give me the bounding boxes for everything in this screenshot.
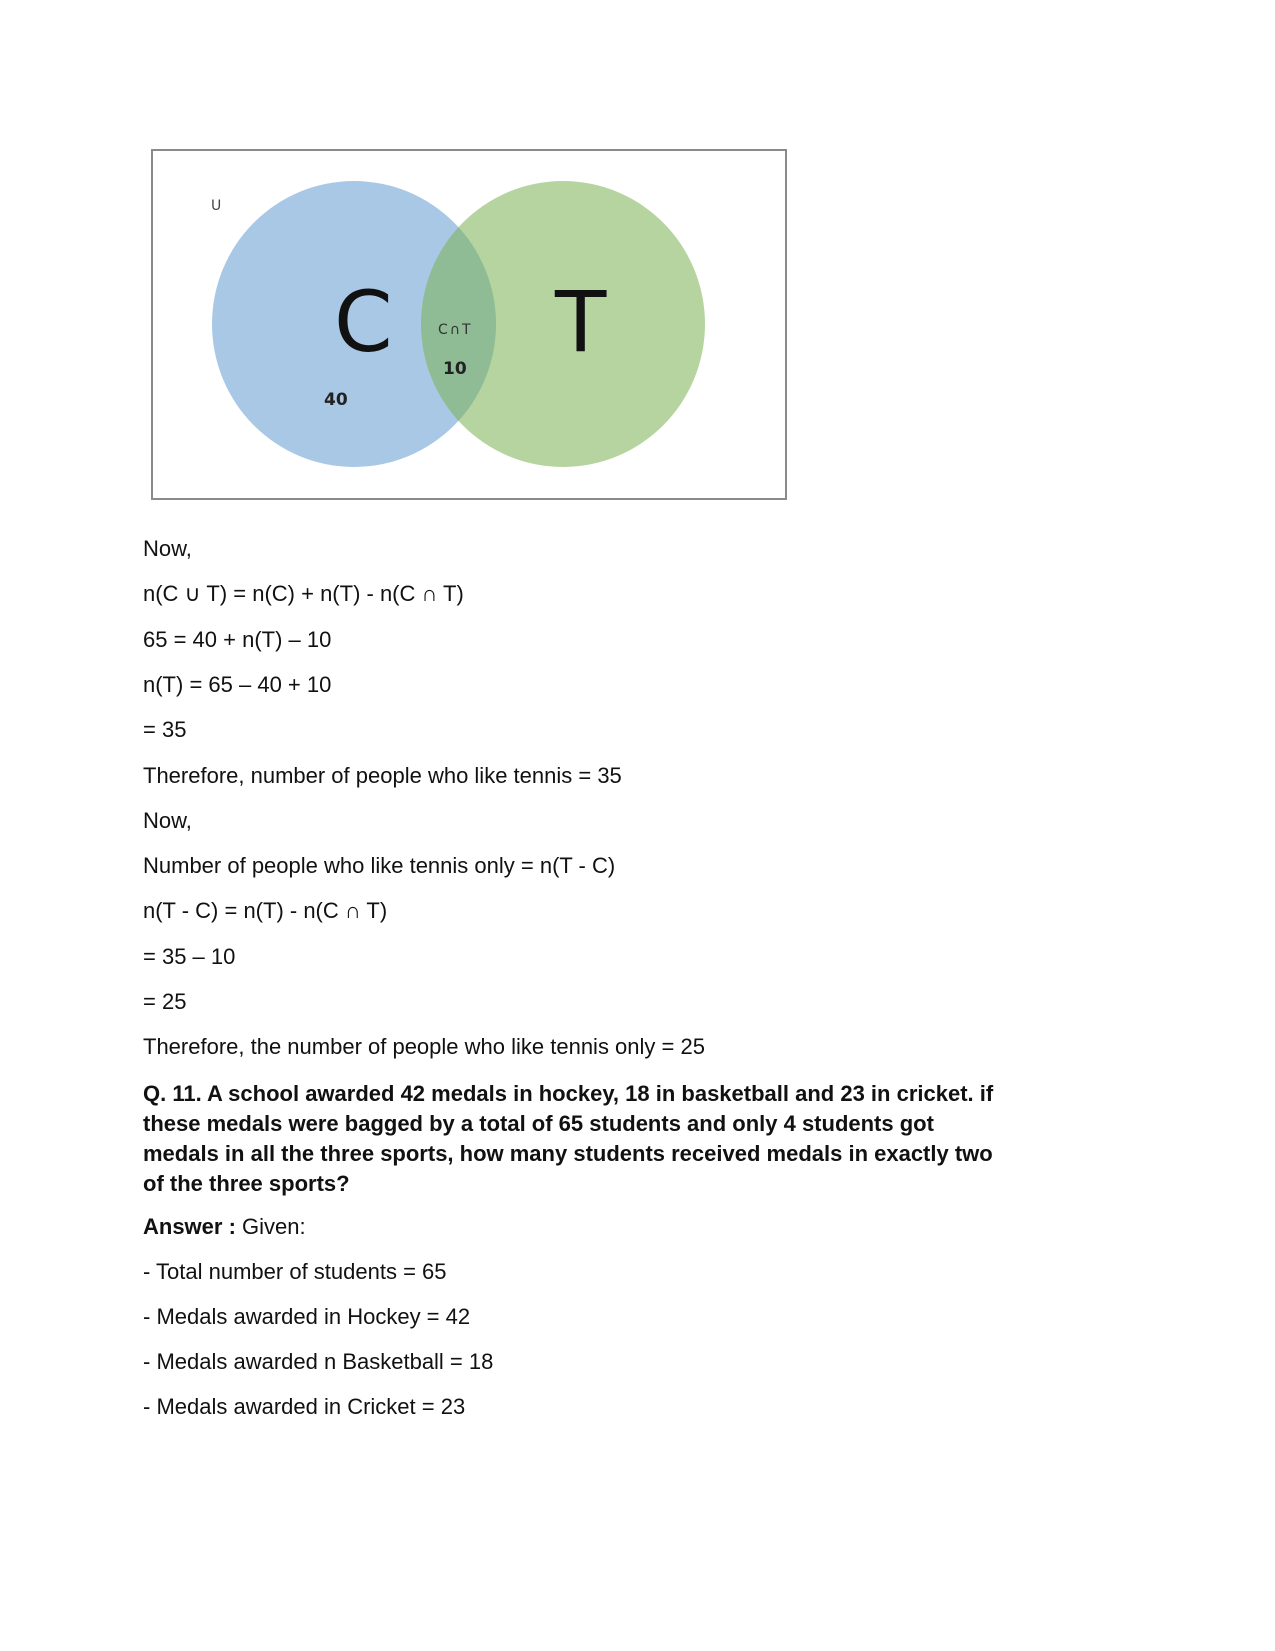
text-line: Therefore, the number of people who like tennis only = 25 <box>143 1034 705 1059</box>
question-11 <box>143 1079 993 1199</box>
equation-line: = 35 <box>143 717 187 742</box>
answer-heading <box>143 1214 306 1240</box>
question-line: medals in all the three sports, how many students received medals in exactly two <box>143 1141 993 1166</box>
answer-label: Answer : <box>143 1214 236 1239</box>
given-item: - Total number of students = 65 <box>143 1259 447 1284</box>
universe-label: U <box>211 198 222 214</box>
answer-intro: Given: <box>235 1214 306 1239</box>
given-item: - Medals awarded n Basketball = 18 <box>143 1349 494 1374</box>
set-t-label: T <box>555 273 607 371</box>
venn-diagram <box>151 149 787 500</box>
set-c-value: 40 <box>324 390 348 410</box>
venn-svg <box>153 151 789 502</box>
intersection-value: 10 <box>443 359 467 379</box>
question-line: of the three sports? <box>143 1171 350 1196</box>
text-line: Therefore, number of people who like tennis = 35 <box>143 763 622 788</box>
question-line: Q. 11. A school awarded 42 medals in hockey, 18 in basketball and 23 in cricket. if <box>143 1081 994 1106</box>
given-item: - Medals awarded in Cricket = 23 <box>143 1394 466 1419</box>
question-line: these medals were bagged by a total of 65 students and only 4 students got <box>143 1111 934 1136</box>
equation-line: 65 = 40 + n(T) – 10 <box>143 627 332 652</box>
equation-line: n(C ∪ T) = n(C) + n(T) - n(C ∩ T) <box>143 581 464 606</box>
given-item: - Medals awarded in Hockey = 42 <box>143 1304 471 1329</box>
equation-line: = 35 – 10 <box>143 944 236 969</box>
set-c-label: C <box>334 273 393 371</box>
equation-line: n(T) = 65 – 40 + 10 <box>143 672 332 697</box>
equation-line: n(T - C) = n(T) - n(C ∩ T) <box>143 898 388 923</box>
text-line: Number of people who like tennis only = n(T - C) <box>143 853 616 878</box>
text-line: Now, <box>143 808 192 833</box>
equation-line: = 25 <box>143 989 187 1014</box>
text-line: Now, <box>143 536 192 561</box>
intersection-label: C∩T <box>438 322 473 338</box>
